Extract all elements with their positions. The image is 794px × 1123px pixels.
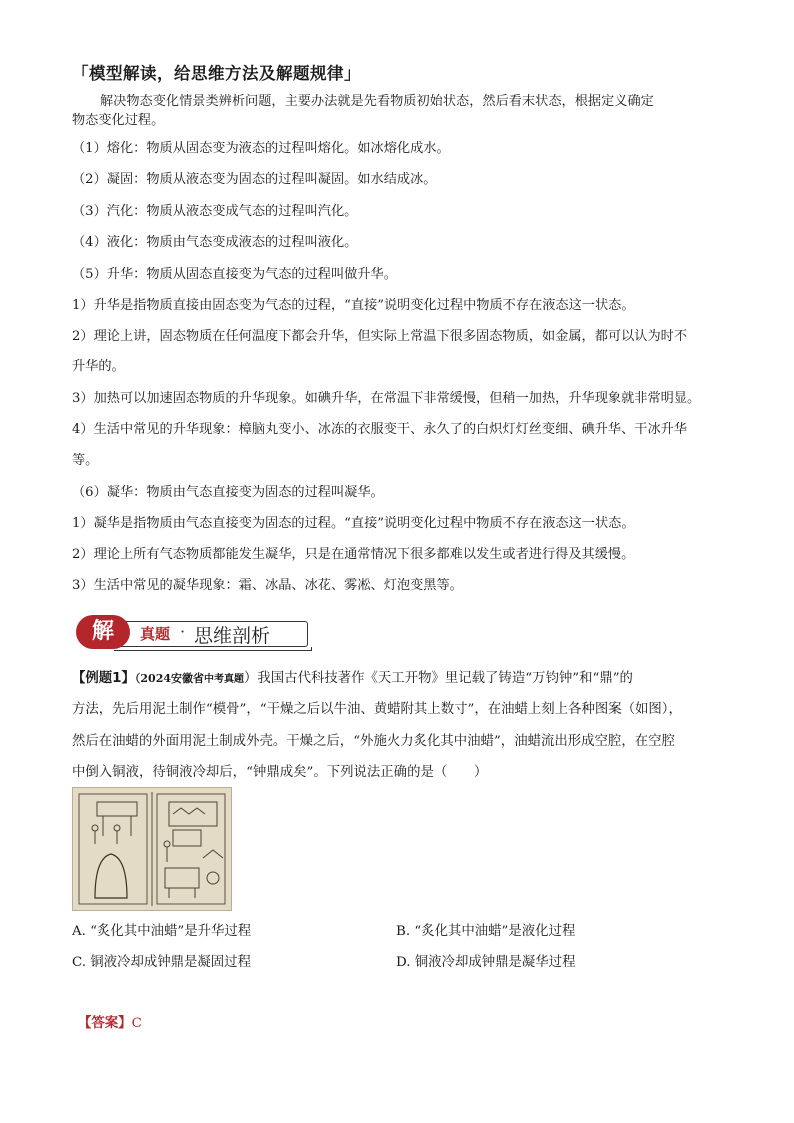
option-a: A. “炙化其中油蜡”是升华过程 bbox=[72, 924, 252, 939]
deposition-note: 3）生活中常见的凝华现象：霜、冰晶、冰花、雾凇、灯泡变黑等。 bbox=[72, 578, 463, 593]
banner-badge: 解 bbox=[76, 615, 130, 649]
banner-title: 思维剖析 bbox=[194, 625, 271, 647]
deposition-note: 1）凝华是指物质由气态直接变为固态的过程。“直接”说明变化过程中物质不存在液态这一状态。 bbox=[72, 516, 635, 531]
banner-dot: · bbox=[180, 622, 186, 641]
answer-line bbox=[78, 1012, 142, 1031]
intro-line: 物态变化过程。 bbox=[72, 113, 165, 128]
definition-item: （4）液化：物质由气态变成液态的过程叫液化。 bbox=[72, 235, 358, 250]
deposition-heading: （6）凝华：物质由气态直接变为固态的过程叫凝华。 bbox=[72, 485, 384, 500]
definition-item: （3）汽化：物质从液态变成气态的过程叫汽化。 bbox=[72, 204, 358, 219]
definition-item: （2）凝固：物质从液态变为固态的过程叫凝固。如水结成冰。 bbox=[72, 172, 437, 187]
example-label: 【例题1】 bbox=[72, 671, 135, 686]
definition-item: （5）升华：物质从固态直接变为气态的过程叫做升华。 bbox=[72, 267, 397, 282]
example-source: （2024安徽省 bbox=[134, 672, 205, 685]
answer-label: 【答案】 bbox=[78, 1016, 132, 1031]
section-banner bbox=[72, 613, 312, 651]
sublimation-note: 4）生活中常见的升华现象：樟脑丸变小、冰冻的衣服变干、永久了的白炽灯灯丝变细、碘升华、干冰升华 bbox=[72, 422, 688, 437]
example-source-close: ） bbox=[244, 671, 258, 686]
sublimation-note: 1）升华是指物质直接由固态变为气态的过程，“直接”说明变化过程中物质不存在液态这一状态。 bbox=[72, 298, 635, 313]
example-question-line: 方法，先后用泥土制作“模骨”，“干燥之后以牛油、黄蜡附其上数寸”，在油蜡上刻上各种图案（如图）， bbox=[72, 702, 682, 717]
example-question-line: 然后在油蜡的外面用泥土制成外壳。干燥之后，“外施火力炙化其中油蜡”，油蜡流出形成空腔，在空腔 bbox=[72, 734, 675, 749]
example-question-line bbox=[72, 670, 633, 689]
option-b: B. “炙化其中油蜡”是液化过程 bbox=[396, 924, 576, 939]
sublimation-note: 2）理论上讲，固态物质在任何温度下都会升华，但实际上常温下很多固态物质，如金属，都可以认为时不 bbox=[72, 329, 688, 344]
deposition-note: 2）理论上所有气态物质都能发生凝华，只是在通常情况下很多都难以发生或者进行得及其缓慢。 bbox=[72, 547, 635, 562]
example-question-line: 中倒入铜液，待铜液冷却后，“钟鼎成矣”。下列说法正确的是（ ） bbox=[72, 765, 488, 780]
sublimation-note: 3）加热可以加速固态物质的升华现象。如碘升华，在常温下非常缓慢，但稍一加热，升华现象就非常明显。 bbox=[72, 391, 701, 406]
sublimation-note: 等。 bbox=[72, 453, 99, 468]
sublimation-note: 升华的。 bbox=[72, 359, 125, 374]
definition-item: （1）熔化：物质从固态变为液态的过程叫熔化。如冰熔化成水。 bbox=[72, 141, 450, 156]
option-c: C. 铜液冷却成钟鼎是凝固过程 bbox=[72, 955, 251, 970]
example-source-tag: 中考真题 bbox=[204, 674, 245, 685]
answer-value: C bbox=[131, 1016, 142, 1031]
banner-highlight: 真题 bbox=[140, 625, 171, 643]
woodblock-illustration-icon bbox=[72, 787, 232, 911]
option-d: D. 铜液冷却成钟鼎是凝华过程 bbox=[396, 955, 576, 970]
example-text: 我国古代科技著作《天工开物》里记载了铸造“万钧钟”和“鼎”的 bbox=[257, 671, 633, 686]
section-title: 「模型解读，给思维方法及解题规律」 bbox=[72, 64, 361, 83]
intro-line: 解决物态变化情景类辨析问题，主要办法就是先看物质初始状态，然后看末状态，根据定义确定 bbox=[100, 94, 654, 109]
